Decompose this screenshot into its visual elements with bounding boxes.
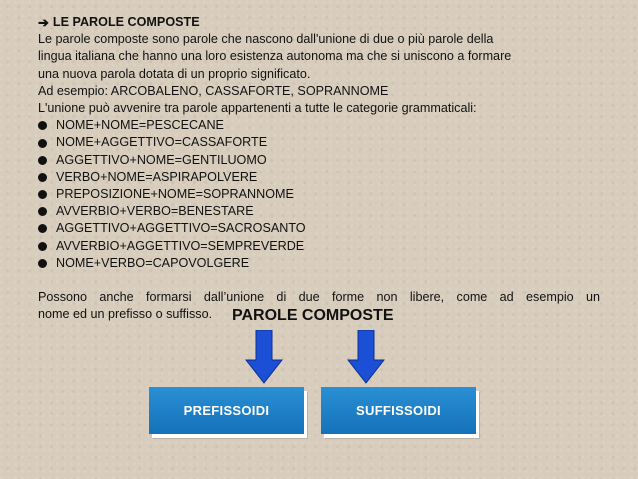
list-item (38, 186, 600, 203)
bullet-icon (38, 259, 47, 268)
list-item (38, 169, 600, 186)
list-item-text: AGGETTIVO+AGGETTIVO=SACROSANTO (56, 221, 306, 236)
intro-line-1: Le parole composte sono parole che nascono dall'unione di due o più parole della (38, 32, 494, 47)
section-heading-title: LE PAROLE COMPOSTE (52, 15, 200, 29)
diagram-title: PAROLE COMPOSTE (232, 307, 394, 324)
down-arrow-icon (245, 330, 283, 384)
list-item (38, 152, 600, 169)
list-item-text: NOME+AGGETTIVO=CASSAFORTE (56, 135, 268, 150)
bullet-icon (38, 121, 47, 130)
bullet-icon (38, 139, 47, 148)
list-item-text: AVVERBIO+VERBO=BENESTARE (56, 204, 254, 219)
closing-line-1: Possono anche formarsi dall’unione di due forme non libere, come ad esempio un (38, 290, 600, 305)
intro-line-3: una nuova parola dotata di un proprio significato. (38, 66, 311, 81)
bullet-icon (38, 156, 47, 165)
list-item (38, 255, 600, 272)
prefissoidi-box: PREFISSOIDI (149, 387, 304, 434)
closing-line-2: nome ed un prefisso o suffisso. (38, 307, 213, 322)
list-item (38, 117, 600, 134)
compound-list (38, 117, 600, 272)
right-arrow-icon: ➔ (38, 15, 49, 30)
categories-line: L'unione può avvenire tra parole appartenenti a tutte le categorie grammaticali: (38, 101, 477, 116)
spacer (38, 272, 600, 289)
list-item (38, 220, 600, 237)
bullet-icon (38, 190, 47, 199)
list-item-text: PREPOSIZIONE+NOME=SOPRANNOME (56, 186, 294, 201)
list-item-text: NOME+NOME=PESCECANE (56, 118, 224, 133)
bullet-icon (38, 242, 47, 251)
list-item (38, 134, 600, 151)
section-heading (38, 14, 600, 31)
list-item (38, 238, 600, 255)
text-content (38, 14, 600, 324)
down-arrow-icon (347, 330, 385, 384)
list-item-text: AVVERBIO+AGGETTIVO=SEMPREVERDE (56, 238, 305, 253)
suffissoidi-box: SUFFISSOIDI (321, 387, 476, 434)
list-item (38, 203, 600, 220)
list-item-text: NOME+VERBO=CAPOVOLGERE (56, 255, 250, 270)
bullet-icon (38, 224, 47, 233)
bullet-icon (38, 207, 47, 216)
list-item-text: AGGETTIVO+NOME=GENTILUOMO (56, 152, 267, 167)
intro-line-2: lingua italiana che hanno una loro esistenza autonoma ma che si uniscono a formare (38, 49, 512, 64)
list-item-text: VERBO+NOME=ASPIRAPOLVERE (56, 169, 258, 184)
bullet-icon (38, 173, 47, 182)
examples-line: Ad esempio: ARCOBALENO, CASSAFORTE, SOPRANNOME (38, 83, 389, 98)
